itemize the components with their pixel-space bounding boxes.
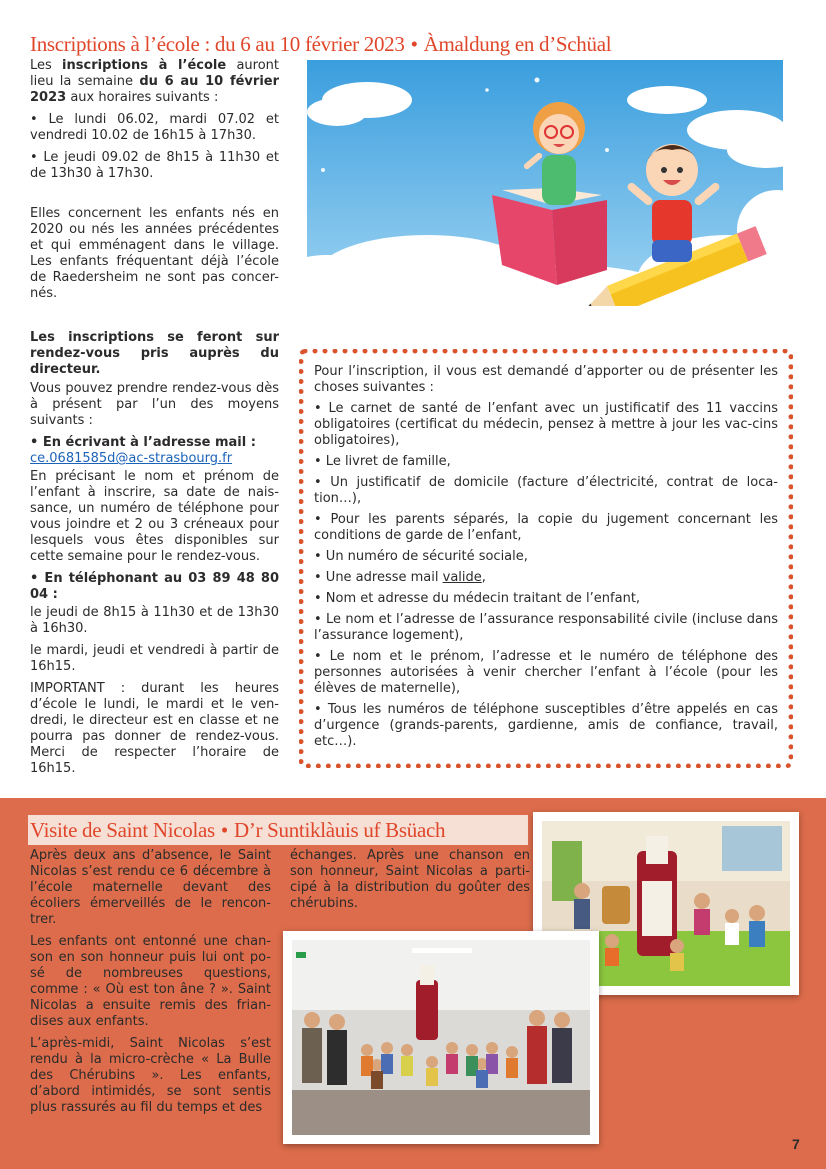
title-alsatian: Àmaldung en d’Schüal (423, 32, 612, 56)
doc-item: • Le nom et l’adresse de l’assurance responsabilité civile (incluse dans l’assurance logement), (314, 612, 778, 643)
section-title-inscriptions (30, 32, 611, 57)
intro-paragraph: Les inscriptions à l’école auront lieu la semaine du 6 au 10 février 2023 aux horaires suivants : (30, 58, 280, 105)
hours-item-1: • Le lundi 06.02, mardi 07.02 et vendredi 10.02 de 16h15 à 17h30. (30, 112, 279, 143)
doc-item: • Le livret de famille, (314, 454, 451, 469)
page-number: 7 (792, 1136, 800, 1152)
rdv-heading: Les inscriptions se feront sur rendez-vous pris auprès du directeur. (30, 330, 279, 377)
hours-item-2: • Le jeudi 09.02 de 8h15 à 11h30 et de 13h30 à 17h30. (30, 150, 279, 181)
doc-item: • Un numéro de sécurité sociale, (314, 549, 528, 564)
mail-heading: • En écrivant à l’adresse mail : (30, 435, 256, 450)
doc-item-mail: • Une adresse mail valide, (314, 570, 486, 585)
doc-item: • Le carnet de santé de l’enfant avec un justificatif des 11 vaccins obligatoires (certificat du médecin, pensez à mettre à jour les vac-cins obligatoires), (314, 401, 778, 448)
concern-paragraph: Elles concernent les enfants nés en 2020 ou nés les années précédentes et qui emménagent dans le village. Les enfants fréquentant déjà l’école de Raedersheim ne sont pas concer-nés. (30, 206, 279, 301)
title-separator: • (410, 32, 418, 56)
doc-item: • Tous les numéros de téléphone susceptibles d’être appelés en cas d’urgence (grands-parents, gardienne, amis de confiance, travail, etc…). (314, 702, 778, 749)
mail-instructions: En précisant le nom et prénom de l’enfant à inscrire, sa date de nais-sance, un numéro de téléphone pour vous joindre et 2 ou 3 créneaux pour lesquels vous êtes disponibles sur cette semaine pour le rendez-vous. (30, 469, 279, 564)
sn-paragraph-4: échanges. Après une chanson en son honneur, Saint Nicolas a parti-cipé à la distribution du goûter des chérubins. (290, 848, 530, 911)
sn-paragraph-2: Les enfants ont entonné une chan-son en son honneur puis lui ont po-sé de nombreuses questions, comme : « Où est ton âne ? ». Saint Nicolas a ensuite remis des frian-dises aux enfants. (30, 934, 271, 1029)
doc-item: • Pour les parents séparés, la copie du jugement concernant les conditions de garde de l’enfant, (314, 512, 778, 543)
rendezvous-column (30, 330, 279, 783)
illustration-svg (307, 60, 783, 306)
mail-address-link[interactable]: ce.0681585d@ac-strasbourg.fr (30, 451, 233, 466)
required-documents-box (299, 349, 793, 768)
title-fr: Visite de Saint Nicolas (30, 818, 215, 842)
kids-flying-illustration (307, 60, 783, 306)
phone-hours-2: le mardi, jeudi et vendredi à partir de 16h15. (30, 643, 279, 674)
box-intro: Pour l’inscription, il vous est demandé d’apporter ou de présenter les choses suivantes : (314, 364, 778, 395)
sn-paragraph-1: Après deux ans d’absence, le Saint Nicolas s’est rendu ce 6 décembre à l’école maternelle devant des écoliers émerveillés de le rencon-trer. (30, 848, 271, 927)
doc-item: • Nom et adresse du médecin traitant de l’enfant, (314, 591, 641, 606)
required-documents-list (314, 364, 778, 755)
title-alsatian: D’r Suntiklàuis uf Bsüach (233, 818, 446, 842)
sn-paragraph-3: L’après-midi, Saint Nicolas s’est rendu à la micro-crèche « La Bulle des Chérubins ». Les enfants, d’abord intimidés, se sont sentis plus rassurés au fil du temps et des (30, 1036, 271, 1115)
title-separator: • (220, 818, 228, 842)
title-fr: Inscriptions à l’école : du 6 au 10 février 2023 (30, 32, 405, 56)
phone-hours-1: le jeudi de 8h15 à 11h30 et de 13h30 à 16h30. (30, 605, 279, 636)
rdv-text: Vous pouvez prendre rendez-vous dès à présent par l’un des moyens suivants : (30, 381, 279, 428)
saint-nicolas-column-1 (30, 848, 271, 1122)
photo-school-group (283, 931, 599, 1144)
section-title-saint-nicolas (30, 818, 445, 843)
doc-item: • Un justificatif de domicile (facture d’électricité, contrat de loca-tion…), (314, 475, 778, 506)
saint-nicolas-column-2 (290, 848, 530, 918)
inscriptions-intro-column (30, 58, 279, 308)
important-notice: IMPORTANT : durant les heures d’école le lundi, le mardi et le ven-dredi, le directeur est en classe et ne pourra pas donner de rendez-vous. Merci de respecter l’horaire de 16h15. (30, 681, 279, 776)
photo-school-group-image (292, 940, 590, 1135)
doc-item: • Le nom et le prénom, l’adresse et le numéro de téléphone des personnes autorisées à venir chercher l’enfant à l’école (pour les élèves de maternelle), (314, 649, 778, 696)
phone-heading: • En téléphonant au 03 89 48 80 04 : (30, 571, 279, 602)
